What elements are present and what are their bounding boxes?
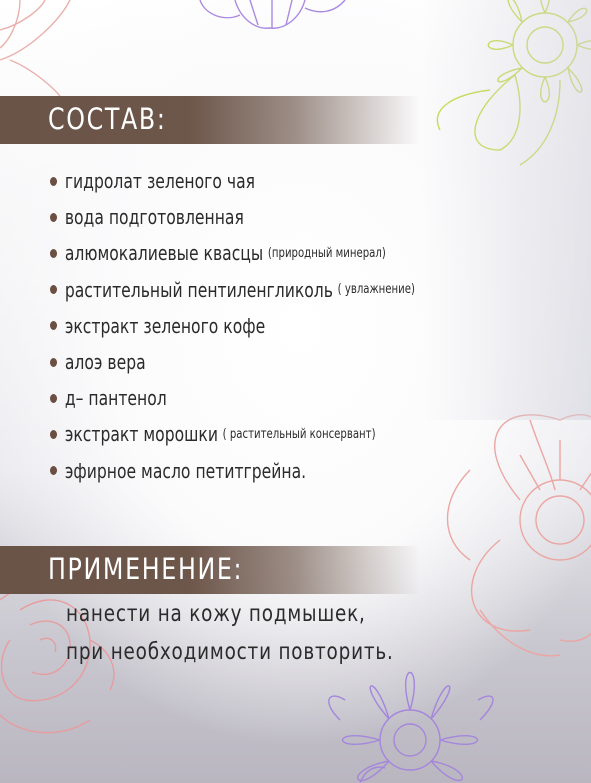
list-item	[50, 199, 415, 235]
bullet-icon	[50, 430, 57, 439]
lime-daisy-illustration	[437, 0, 591, 165]
bullet-icon	[50, 466, 57, 475]
usage-text	[66, 595, 394, 671]
ingredient-text: д– пантенол	[64, 386, 167, 411]
ingredient-text: алюмокалиевые квасцы	[64, 241, 264, 266]
usage-line-2: при необходимости повторить.	[66, 639, 394, 665]
list-item	[50, 163, 415, 199]
ingredient-text: экстракт зеленого кофе	[64, 313, 266, 338]
ingredient-text: вода подготовленная	[64, 205, 244, 230]
ingredient-text: гидролат зеленого чая	[64, 169, 256, 194]
ingredient-note: (природный минерал)	[267, 245, 386, 261]
list-item	[50, 308, 415, 344]
usage-title: ПРИМЕНЕНИЕ:	[48, 552, 244, 586]
purple-flower-top-illustration	[200, 0, 345, 28]
bullet-icon	[50, 321, 57, 330]
ingredient-text: эфирное масло петитгрейна.	[64, 458, 307, 483]
list-item	[50, 416, 415, 452]
ingredient-note: ( увлажнение)	[337, 282, 415, 298]
ingredient-text: алоэ вера	[64, 350, 146, 375]
bullet-icon	[50, 213, 57, 222]
ingredient-text: растительный пентиленгликоль	[64, 277, 333, 302]
usage-banner	[0, 546, 420, 594]
list-item	[50, 453, 415, 489]
bullet-icon	[50, 285, 57, 294]
bullet-icon	[50, 358, 57, 367]
bullet-icon	[50, 394, 57, 403]
purple-daisy-illustration	[329, 673, 493, 783]
list-item	[50, 235, 415, 271]
usage-line-1: нанести на кожу подмышек,	[66, 601, 366, 627]
list-item	[50, 272, 415, 308]
list-item	[50, 344, 415, 380]
list-item	[50, 380, 415, 416]
ingredient-list	[50, 163, 518, 489]
composition-title: СОСТАВ:	[48, 102, 167, 136]
ingredient-text: экстракт морошки	[64, 422, 219, 447]
bullet-icon	[50, 177, 57, 186]
ingredient-note: ( растительный консервант)	[222, 426, 376, 442]
composition-banner	[0, 96, 420, 144]
bullet-icon	[50, 249, 57, 258]
pink-flower-top-left-illustration	[0, 0, 70, 96]
